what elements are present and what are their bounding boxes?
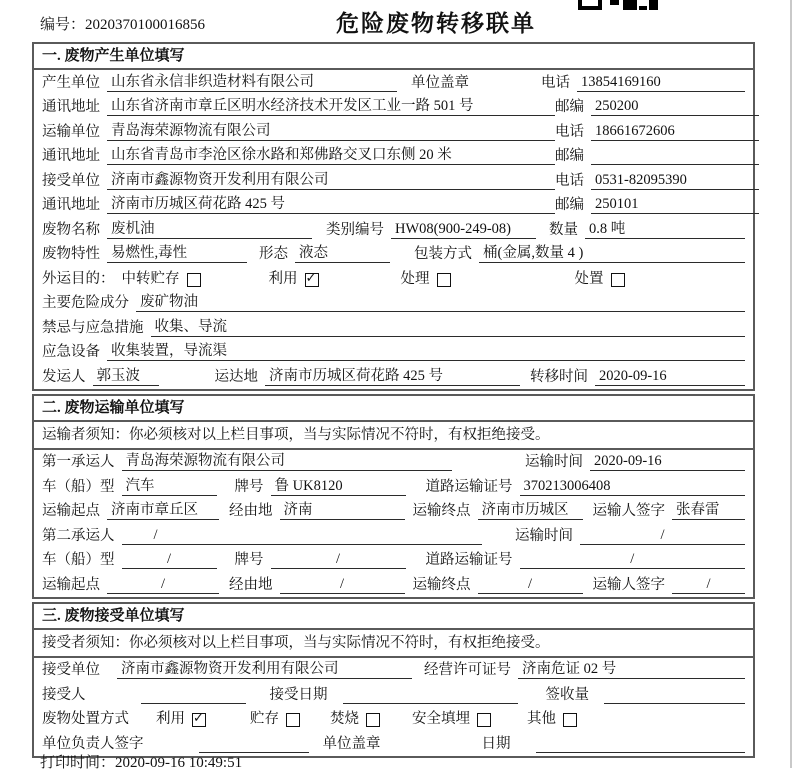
purpose-option-utilize: [269, 270, 319, 288]
operating-license-label: 经营许可证号: [424, 662, 511, 678]
road-license-value: 370213006408: [520, 477, 746, 496]
accept-date-value: [343, 685, 518, 704]
route-end-value: 济南市历城区: [478, 501, 583, 520]
doc-title: 危险废物转移联单: [336, 11, 536, 36]
route-via-2-label: 经由地: [229, 576, 273, 593]
section-2-transporter: [32, 394, 755, 599]
plate-label: 牌号: [234, 478, 264, 495]
transporter-notice: 运输者须知：你必须核对以上栏目事项，当与实际情况不符时，有权拒绝接受。: [34, 422, 753, 450]
producer-tel-value: 13854169160: [577, 73, 745, 92]
row-producer: [34, 70, 753, 95]
section-3-header: 三. 废物接受单位填写: [34, 604, 753, 630]
vehicle-type-label: 车（船）型: [42, 478, 115, 495]
section-3-receiver: [32, 602, 755, 758]
receiver-tel-value: 0531-82095390: [591, 171, 759, 190]
row-disposal-method: [34, 707, 753, 732]
checkbox-label: 贮存: [250, 711, 279, 727]
checkbox-icon: [286, 713, 300, 727]
first-carrier-value: 青岛海荣源物流有限公司: [122, 452, 452, 471]
checkbox-icon: [437, 273, 451, 287]
second-carrier-value: /: [122, 526, 482, 545]
accept-date-label: 接受日期: [269, 686, 328, 703]
qr-block-icon: [610, 0, 619, 5]
receiver-address-label: 通讯地址: [42, 197, 100, 213]
purpose-option-storage: [122, 270, 201, 288]
checkbox-label: 中转贮存: [121, 270, 180, 287]
checkbox-label: 焚烧: [330, 711, 359, 727]
checkbox-label: 其他: [527, 711, 556, 727]
transporter-address-label: 通讯地址: [42, 148, 100, 164]
section-2-header: 二. 废物运输单位填写: [34, 396, 753, 422]
carrier-sign-2-label: 运输人签字: [592, 576, 665, 593]
waste-qty-label: 数量: [549, 221, 578, 238]
route-start-2-label: 运输起点: [42, 576, 100, 593]
unit-seal-label: 单位盖章: [322, 735, 381, 752]
section-1-header: 一. 废物产生单位填写: [34, 44, 753, 70]
producer-zip-value: 250200: [591, 97, 759, 116]
doc-serial-label: 编号：: [40, 17, 86, 33]
transfer-time-value: 2020-09-16: [595, 367, 745, 386]
row-receiver-address: [34, 193, 753, 218]
receiver-label: 接受单位: [42, 172, 100, 189]
waste-qty-value: 0.8 吨: [585, 220, 745, 239]
row-acceptance: [34, 682, 753, 707]
responsible-sign-label: 单位负责人签字: [42, 735, 144, 752]
transport-time-2-value: /: [580, 526, 745, 545]
packing-label: 包装方式: [414, 246, 472, 262]
transporter-zip-value: [591, 146, 759, 165]
qr-block-icon: [649, 0, 658, 10]
checkbox-icon: [611, 273, 625, 287]
producer-address-label: 通讯地址: [42, 99, 100, 115]
disposal-option-utilize: [156, 710, 206, 728]
row-vehicle-2: [34, 548, 753, 573]
disposal-option-incinerate: [330, 710, 380, 728]
transporter-label: 运输单位: [42, 123, 100, 140]
disposal-method-label: 废物处置方式: [42, 711, 129, 727]
signoff-date-value: [536, 734, 746, 753]
row-emergency-equipment: [34, 340, 753, 365]
row-taboo-measures: [34, 315, 753, 340]
receiver-address-value: 济南市历城区荷花路 425 号: [107, 195, 555, 214]
waste-name-label: 废物名称: [42, 221, 100, 238]
checkbox-label: 处置: [574, 270, 604, 287]
route-start-label: 运输起点: [42, 503, 100, 519]
qr-block-icon: [578, 0, 602, 10]
destination-value: 济南市历城区荷花路 425 号: [265, 367, 520, 386]
receiver-notice: 接受者须知：你必须核对以上栏目事项，当与实际情况不符时，有权拒绝接受。: [34, 630, 753, 658]
accepting-unit-label: 接受单位: [42, 662, 100, 678]
row-dispatch: [34, 364, 753, 389]
print-time-value: 2020-09-16 10:49:51: [115, 755, 243, 771]
dispatcher-label: 发运人: [42, 368, 86, 385]
route-end-2-value: /: [478, 575, 583, 594]
equipment-label: 应急设备: [42, 344, 100, 360]
hazard-value: 废矿物油: [136, 293, 745, 312]
waste-code-label: 类别编号: [326, 221, 384, 238]
receiver-zip-label: 邮编: [555, 197, 584, 213]
disposal-option-landfill: [412, 710, 491, 728]
row-accepting-unit: [34, 658, 753, 683]
responsible-sign-value: [199, 734, 309, 753]
row-transporter: [34, 119, 753, 144]
checkbox-icon: [187, 273, 201, 287]
row-hazard-component: [34, 291, 753, 316]
equipment-value: 收集装置，导流渠: [107, 342, 745, 361]
checkbox-label: 利用: [268, 270, 298, 287]
row-producer-address: [34, 95, 753, 120]
row-second-carrier: [34, 523, 753, 548]
waste-traits-label: 废物特性: [42, 246, 100, 262]
checkbox-icon: [305, 273, 319, 287]
destination-label: 运达地: [214, 368, 258, 385]
vehicle-type-2-value: /: [122, 550, 217, 569]
disposal-option-storage: [250, 710, 300, 728]
transport-time-label: 运输时间: [525, 454, 583, 470]
plate-value: 鲁 UK8120: [271, 477, 406, 496]
route-end-label: 运输终点: [412, 503, 471, 519]
road-license-label: 道路运输证号: [425, 478, 513, 495]
row-receiver: [34, 168, 753, 193]
plate-2-value: /: [271, 550, 406, 569]
vehicle-type-2-label: 车（船）型: [42, 552, 115, 568]
waste-traits-value: 易燃性,毒性: [107, 244, 247, 263]
print-time-label: 打印时间：: [40, 755, 116, 771]
waste-code-value: HW08(900-249-08): [391, 220, 536, 239]
dispatcher-value: 郭玉波: [93, 367, 159, 386]
print-time: [40, 751, 242, 772]
vehicle-type-value: 汽车: [122, 477, 217, 496]
row-route-2: [34, 572, 753, 597]
carrier-sign-label: 运输人签字: [592, 503, 665, 519]
doc-serial-number: 2020370100016856: [85, 17, 206, 33]
waste-name-value: 废机油: [107, 220, 312, 239]
carrier-sign-value: 张春雷: [672, 501, 745, 520]
waste-form-value: 液态: [295, 244, 390, 263]
transport-time-2-label: 运输时间: [515, 527, 573, 544]
row-route-1: [34, 499, 753, 524]
route-end-2-label: 运输终点: [412, 576, 471, 593]
received-qty-value: [604, 685, 745, 704]
checkbox-label: 处理: [400, 270, 430, 287]
carrier-sign-2-value: /: [672, 575, 745, 594]
producer-seal-label: 单位盖章: [411, 74, 469, 91]
producer-address-value: 山东省济南市章丘区明水经济技术开发区工业一路 501 号: [107, 97, 555, 116]
packing-value: 桶(金属,数量 4 ): [479, 244, 745, 263]
row-vehicle-1: [34, 474, 753, 499]
receiver-value: 济南市鑫源物资开发利用有限公司: [107, 171, 555, 190]
checkbox-label: 安全填埋: [412, 711, 470, 727]
route-start-value: 济南市章丘区: [107, 501, 219, 520]
producer-value: 山东省永信非织造材料有限公司: [107, 73, 397, 92]
taboo-value: 收集、导流: [151, 318, 746, 337]
producer-zip-label: 邮编: [555, 99, 584, 115]
transfer-time-label: 转移时间: [530, 368, 588, 385]
checkbox-label: 利用: [156, 711, 185, 727]
transporter-tel-value: 18661672606: [591, 122, 759, 141]
receiver-zip-value: 250101: [591, 195, 759, 214]
qr-block-icon: [623, 0, 637, 10]
purpose-option-dispose: [575, 270, 625, 288]
row-waste-name: [34, 217, 753, 242]
scan-edge-line: [790, 0, 792, 768]
road-license-2-value: /: [520, 550, 746, 569]
operating-license-value: 济南危证 02 号: [518, 660, 745, 679]
route-start-2-value: /: [107, 575, 219, 594]
hazard-label: 主要危险成分: [42, 295, 129, 311]
checkbox-icon: [477, 713, 491, 727]
acceptor-label: 接受人: [42, 686, 86, 703]
transfer-form: [32, 42, 755, 761]
row-transfer-purpose: [34, 266, 753, 291]
qr-block-icon: [639, 6, 647, 10]
row-transporter-address: [34, 144, 753, 169]
route-via-label: 经由地: [229, 503, 273, 519]
receiver-tel-label: 电话: [555, 172, 584, 189]
section-1-producer: [32, 42, 755, 391]
route-via-value: 济南: [280, 501, 405, 520]
transporter-zip-label: 邮编: [555, 148, 584, 164]
received-qty-label: 签收量: [545, 686, 589, 703]
acceptor-value: [141, 685, 246, 704]
checkbox-icon: [192, 713, 206, 727]
producer-tel-label: 电话: [541, 74, 570, 91]
purpose-label: 外运目的：: [42, 270, 115, 287]
second-carrier-label: 第二承运人: [42, 527, 115, 544]
transporter-tel-label: 电话: [555, 123, 584, 140]
road-license-2-label: 道路运输证号: [425, 552, 513, 568]
qr-code-fragment: [576, 0, 666, 11]
disposal-option-other: [527, 710, 577, 728]
taboo-label: 禁忌与应急措施: [42, 319, 144, 336]
transporter-address-value: 山东省青岛市李沧区徐水路和郑佛路交叉口东侧 20 米: [107, 146, 555, 165]
row-waste-traits: [34, 242, 753, 267]
checkbox-icon: [366, 713, 380, 727]
producer-label: 产生单位: [42, 74, 100, 91]
purpose-option-treat: [401, 270, 451, 288]
accepting-unit-value: 济南市鑫源物资开发利用有限公司: [117, 660, 412, 679]
waste-form-label: 形态: [259, 246, 288, 262]
transport-time-value: 2020-09-16: [590, 452, 745, 471]
route-via-2-value: /: [280, 575, 405, 594]
row-first-carrier: [34, 450, 753, 475]
plate-2-label: 牌号: [234, 552, 264, 568]
first-carrier-label: 第一承运人: [42, 454, 115, 470]
signoff-date-label: 日期: [481, 735, 511, 752]
transporter-value: 青岛海荣源物流有限公司: [107, 122, 555, 141]
checkbox-icon: [563, 713, 577, 727]
